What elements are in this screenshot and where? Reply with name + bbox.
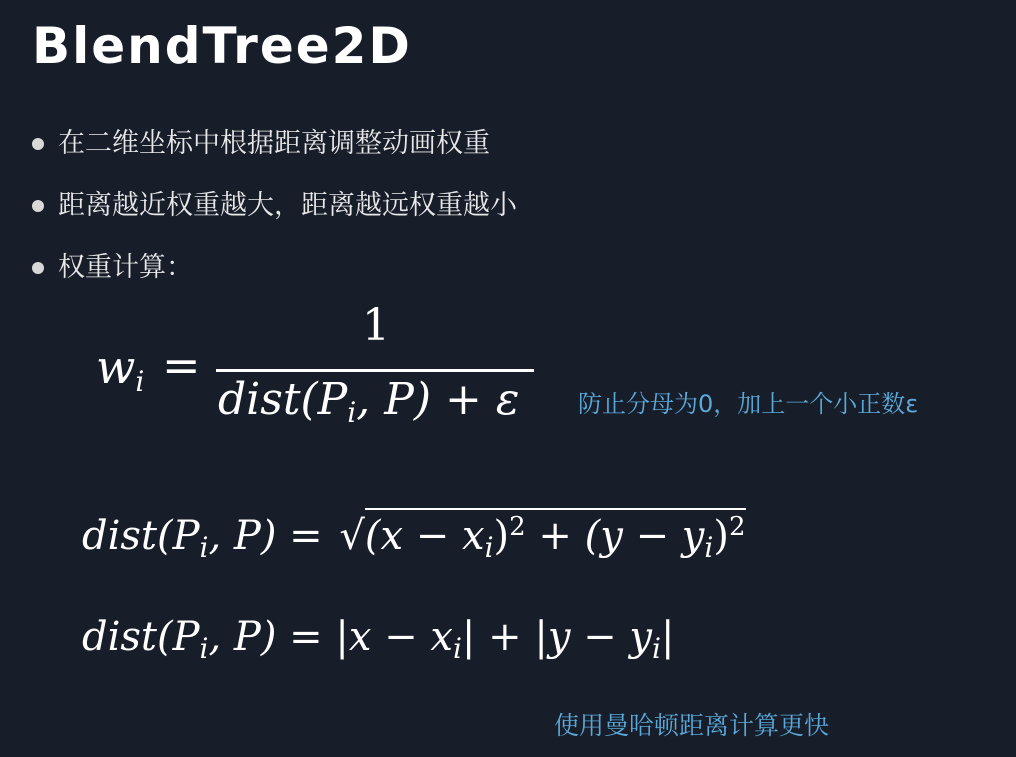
slide-title: BlendTree2D [32,17,412,75]
equals-sign: = [162,338,201,392]
bullet-dot-icon [32,138,44,150]
bullet-dot-icon [32,200,44,212]
bullet-text: 在二维坐标中根据距离调整动画权重 [58,128,490,159]
bullet-item [30,184,517,246]
bullet-text: 权重计算： [58,252,193,283]
bullet-item [30,246,517,308]
fraction-denominator: $dist(P_i$, P) + ε [218,374,520,429]
fraction-bar [216,369,534,372]
manhattan-distance-formula: $dist(P_i$, $P) = |x - x_i| + |y - y_i|$ [82,614,675,665]
bullet-dot-icon [32,262,44,274]
weight-symbol: $w_i$ [96,340,145,398]
sqrt-symbol: $√(x - x_i)^2 + (y - y_i)^2$ [335,508,745,564]
bullet-item [30,122,517,184]
fraction-numerator: 1 [362,300,390,351]
manhattan-note: 使用曼哈顿距离计算更快 [554,711,830,740]
euclidean-distance-formula: $dist(P_i$, $P) = √(x - x_i)^2 + (y - y_i)^2$ [82,508,746,564]
weight-formula [96,300,556,440]
bullet-text: 距离越近权重越大，距离越远权重越小 [58,190,517,221]
epsilon-note: 防止分母为0，加上一个小正数ε [578,390,919,418]
bullet-list [30,122,517,308]
